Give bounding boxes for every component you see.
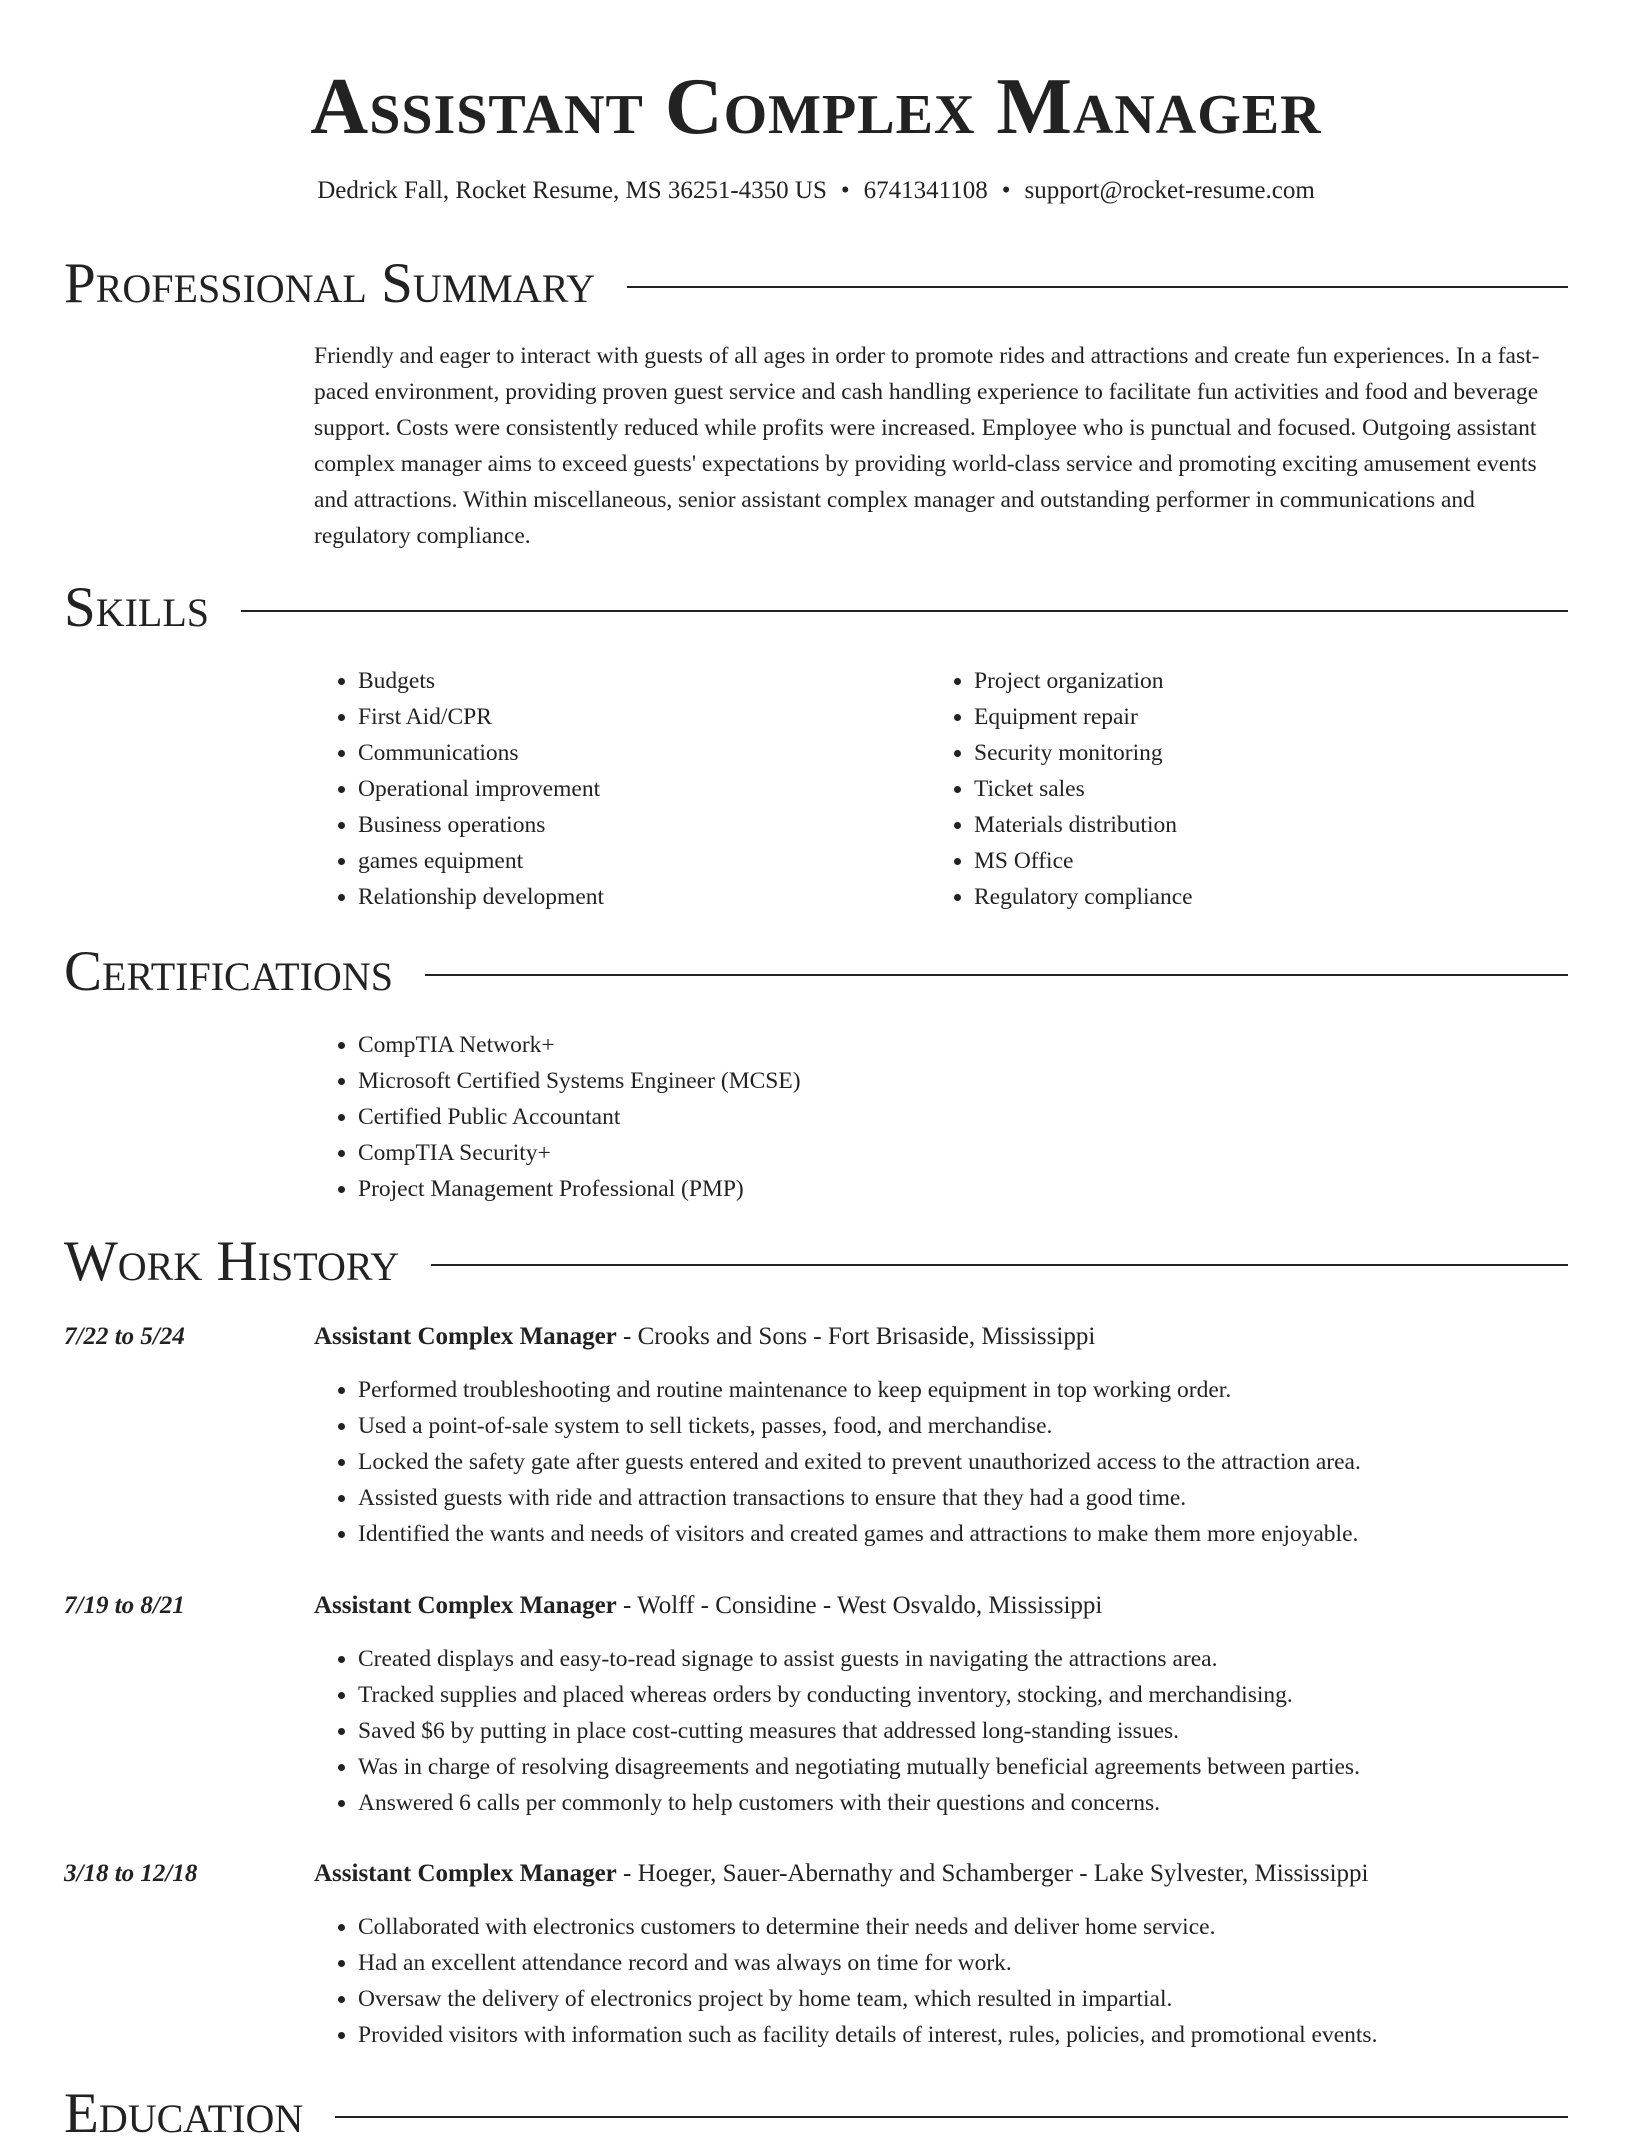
skills-section-header	[64, 576, 1568, 640]
separator-dot: •	[840, 177, 850, 204]
job-bullet: • Oversaw the delivery of electronics project by home team, which resulted in impartial.	[358, 1981, 1377, 2017]
skill-item: • First Aid/CPR	[358, 699, 604, 735]
skill-item: • Communications	[358, 735, 604, 771]
job-employer: - Crooks and Sons - Fort Brisaside, Mississippi	[616, 1323, 1096, 1350]
skill-item: • Project organization	[974, 663, 1193, 699]
job-bullet: • Assisted guests with ride and attraction transactions to ensure that they had a good time.	[358, 1480, 1361, 1516]
job-bullet: • Created displays and easy-to-read signage to assist guests in navigating the attractions area.	[358, 1641, 1360, 1677]
skills-heading: Skills	[64, 576, 210, 639]
job-bullets	[314, 1909, 1377, 2053]
skill-item: • Operational improvement	[358, 771, 604, 807]
education-section-header	[64, 2082, 1568, 2146]
skill-item: • MS Office	[974, 843, 1193, 879]
summary-paragraph: Friendly and eager to interact with guests of all ages in order to promote rides and attractions and create fun experiences. In a fast-paced environment, providing proven guest service and cash handling experience to facilitate fun activities and food and beverage support. Costs were consistently reduced while profits were increased. Employee who is punctual and focused. Outgoing assistant complex manager aims to exceed guests' expectations by providing world-class service and promoting exciting amusement events and attractions. Within miscellaneous, senior assistant complex manager and outstanding performer in communications and regulatory compliance.	[314, 343, 1540, 549]
job-bullet: • Answered 6 calls per commonly to help customers with their questions and concerns.	[358, 1785, 1360, 1821]
job-employer: - Wolff - Considine - West Osvaldo, Mississippi	[616, 1592, 1103, 1619]
certifications-heading: Certifications	[64, 940, 393, 1003]
certification-item: • Project Management Professional (PMP)	[358, 1171, 801, 1207]
certification-item: • Microsoft Certified Systems Engineer (MCSE)	[358, 1063, 801, 1099]
skill-item: • Ticket sales	[974, 771, 1193, 807]
work-history-heading: Work History	[64, 1230, 400, 1293]
job-bullet: • Locked the safety gate after guests entered and exited to prevent unauthorized access to the attraction area.	[358, 1444, 1361, 1480]
section-divider	[241, 610, 1568, 612]
job-title-line	[314, 1319, 1095, 1355]
skills-list-right	[930, 663, 1193, 915]
certification-item: • CompTIA Security+	[358, 1135, 801, 1171]
job-bullet: • Collaborated with electronics customers to determine their needs and deliver home service.	[358, 1909, 1377, 1945]
job-bullet: • Tracked supplies and placed whereas orders by conducting inventory, stocking, and merchandising.	[358, 1677, 1360, 1713]
skill-item: • Security monitoring	[974, 735, 1193, 771]
job-bullets	[314, 1372, 1361, 1552]
skill-item: • Relationship development	[358, 879, 604, 915]
job-bullet: • Was in charge of resolving disagreements and negotiating mutually beneficial agreements between parties.	[358, 1749, 1360, 1785]
job-title-line	[314, 1588, 1102, 1624]
section-divider	[335, 2116, 1568, 2118]
certification-item: • Certified Public Accountant	[358, 1099, 801, 1135]
skill-item: • Business operations	[358, 807, 604, 843]
skill-item: • games equipment	[358, 843, 604, 879]
education-heading: Education	[64, 2082, 304, 2145]
job-bullet: • Used a point-of-sale system to sell tickets, passes, food, and merchandise.	[358, 1408, 1361, 1444]
job-title: Assistant Complex Manager	[314, 1323, 617, 1350]
summary-section-header	[64, 252, 1568, 316]
job-bullet: • Identified the wants and needs of visitors and created games and attractions to make them more enjoyable.	[358, 1516, 1361, 1552]
separator-dot: •	[1001, 177, 1011, 204]
job-bullets	[314, 1641, 1360, 1821]
skill-item: • Regulatory compliance	[974, 879, 1193, 915]
work-history-section-header	[64, 1230, 1568, 1294]
job-title: Assistant Complex Manager	[314, 1592, 617, 1619]
section-divider	[425, 974, 1568, 976]
skills-list-left	[314, 663, 604, 915]
section-divider	[627, 286, 1568, 288]
job-bullet: • Saved $6 by putting in place cost-cutting measures that addressed long-standing issues.	[358, 1713, 1360, 1749]
job-title: Assistant Complex Manager	[314, 1860, 617, 1887]
skill-item: • Budgets	[358, 663, 604, 699]
skill-item: • Materials distribution	[974, 807, 1193, 843]
phone-text: 6741341108	[863, 177, 988, 204]
job-title-line	[314, 1856, 1368, 1892]
certifications-list	[314, 1027, 801, 1207]
certifications-section-header	[64, 940, 1568, 1004]
contact-line	[0, 173, 1632, 209]
job-dates: 3/18 to 12/18	[64, 1860, 198, 1887]
address-text: Dedrick Fall, Rocket Resume, MS 36251-4350 US	[317, 177, 827, 204]
skill-item: • Equipment repair	[974, 699, 1193, 735]
job-bullet: • Performed troubleshooting and routine maintenance to keep equipment in top working order.	[358, 1372, 1361, 1408]
job-dates: 7/19 to 8/21	[64, 1592, 185, 1619]
job-dates: 7/22 to 5/24	[64, 1323, 185, 1350]
section-divider	[431, 1264, 1568, 1266]
job-employer: - Hoeger, Sauer-Abernathy and Schamberger - Lake Sylvester, Mississippi	[616, 1860, 1369, 1887]
email-text: support@rocket-resume.com	[1024, 177, 1315, 204]
summary-heading: Professional Summary	[64, 252, 596, 315]
candidate-title: Assistant Complex Manager	[310, 63, 1322, 151]
job-bullet: • Had an excellent attendance record and was always on time for work.	[358, 1945, 1377, 1981]
certification-item: • CompTIA Network+	[358, 1027, 801, 1063]
job-bullet: • Provided visitors with information such as facility details of interest, rules, policies, and promotional events.	[358, 2017, 1377, 2053]
